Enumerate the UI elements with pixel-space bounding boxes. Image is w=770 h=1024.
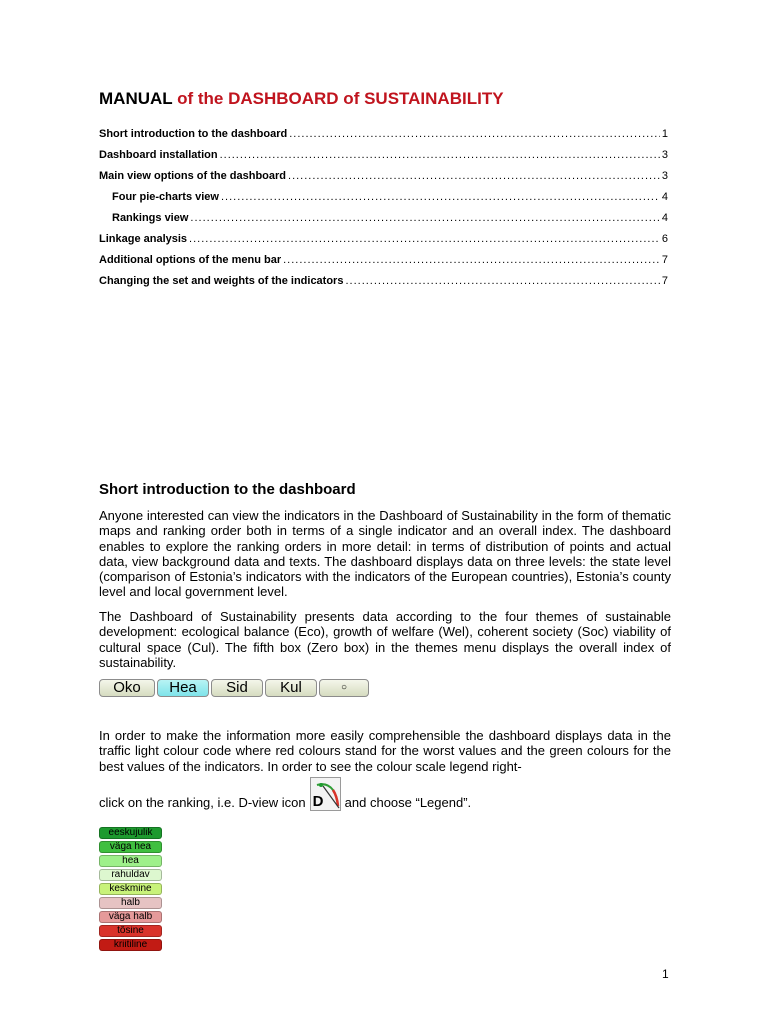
legend-item-eeskujulik: eeskujulik — [99, 827, 162, 839]
theme-button-oko[interactable]: Oko — [99, 679, 155, 697]
legend-item-hea: hea — [99, 855, 162, 867]
instruction-text-after: and choose “Legend”. — [344, 795, 472, 810]
legend-item-vaga-hea: väga hea — [99, 841, 162, 853]
toc-entry-page: 4 — [661, 212, 668, 224]
legend-item-rahuldav: rahuldav — [99, 869, 162, 881]
toc-entry[interactable] — [99, 128, 668, 149]
page-number: 1 — [662, 967, 669, 981]
toc-entry-page: 3 — [661, 170, 668, 182]
document-title — [99, 89, 504, 109]
toc-entry-label: Additional options of the menu bar — [99, 254, 282, 266]
d-view-icon[interactable] — [310, 777, 341, 811]
toc-entry[interactable] — [99, 149, 668, 170]
colour-code-paragraph: In order to make the information more easily comprehensible the dashboard displays data in the traffic light colour code where red colours stand for the worst values and the green colours for the best values of the indicators. In order to see the colour scale legend right- — [99, 728, 671, 774]
toc-entry-label: Main view options of the dashboard — [99, 170, 287, 182]
theme-button-hea[interactable]: Hea — [157, 679, 209, 697]
instruction-text-before: click on the ranking, i.e. D-view icon — [99, 795, 306, 810]
toc-entry[interactable] — [99, 275, 668, 296]
theme-button-kul[interactable]: Kul — [265, 679, 317, 697]
section-heading: Short introduction to the dashboard — [99, 481, 356, 498]
toc-entry-page: 3 — [661, 149, 668, 161]
toc-subentry[interactable] — [99, 191, 668, 212]
intro-paragraph: Anyone interested can view the indicators in the Dashboard of Sustainability in the form of thematic maps and ranking order both in terms of a single indicator and an overall index. The dashboard enables to explore the ranking orders in more detail: in terms of distribution of points and actual data, view background data and texts. The dashboard displays data on three levels: the state level (comparison of Estonia’s indicators with the indicators of the European countries), Estonia’s county level and local government level. — [99, 508, 671, 600]
toc-entry[interactable] — [99, 170, 668, 191]
legend-item-keskmine: keskmine — [99, 883, 162, 895]
toc-entry-page: 4 — [661, 191, 668, 203]
toc-entry-label: Dashboard installation — [99, 149, 218, 161]
legend-item-tosine: tõsine — [99, 925, 162, 937]
themes-menu — [99, 679, 369, 697]
themes-paragraph: The Dashboard of Sustainability presents data according to the four themes of sustainable development: ecological balance (Eco), growth of welfare (Wel), coherent society (Soc) viability of cultural space (Cul). The fifth box (Zero box) in the themes menu displays the overall index of sustainability. — [99, 609, 671, 670]
zero-box-button[interactable]: ○ — [319, 679, 369, 697]
table-of-contents — [99, 128, 668, 296]
title-manual: MANUAL — [99, 89, 173, 108]
toc-entry-label: Changing the set and weights of the indicators — [99, 275, 344, 287]
toc-entry-page: 6 — [661, 233, 668, 245]
legend-item-vaga-halb: väga halb — [99, 911, 162, 923]
toc-entry-label: Rankings view — [112, 212, 189, 224]
toc-entry-label: Four pie-charts view — [112, 191, 219, 203]
toc-entry-label: Linkage analysis — [99, 233, 188, 245]
toc-entry-page: 1 — [661, 128, 668, 140]
toc-entry-page: 7 — [661, 254, 668, 266]
d-view-letter: D — [312, 793, 324, 810]
toc-entry-page: 7 — [661, 275, 668, 287]
toc-entry[interactable] — [99, 233, 668, 254]
toc-entry-label: Short introduction to the dashboard — [99, 128, 288, 140]
title-dashboard: of the DASHBOARD of SUSTAINABILITY — [177, 89, 504, 108]
legend-item-kriitiline: kriitiline — [99, 939, 162, 951]
colour-scale-legend — [99, 827, 162, 953]
toc-subentry[interactable] — [99, 212, 668, 233]
legend-item-halb: halb — [99, 897, 162, 909]
d-view-instruction — [99, 775, 471, 811]
theme-button-sid[interactable]: Sid — [211, 679, 263, 697]
toc-entry[interactable] — [99, 254, 668, 275]
